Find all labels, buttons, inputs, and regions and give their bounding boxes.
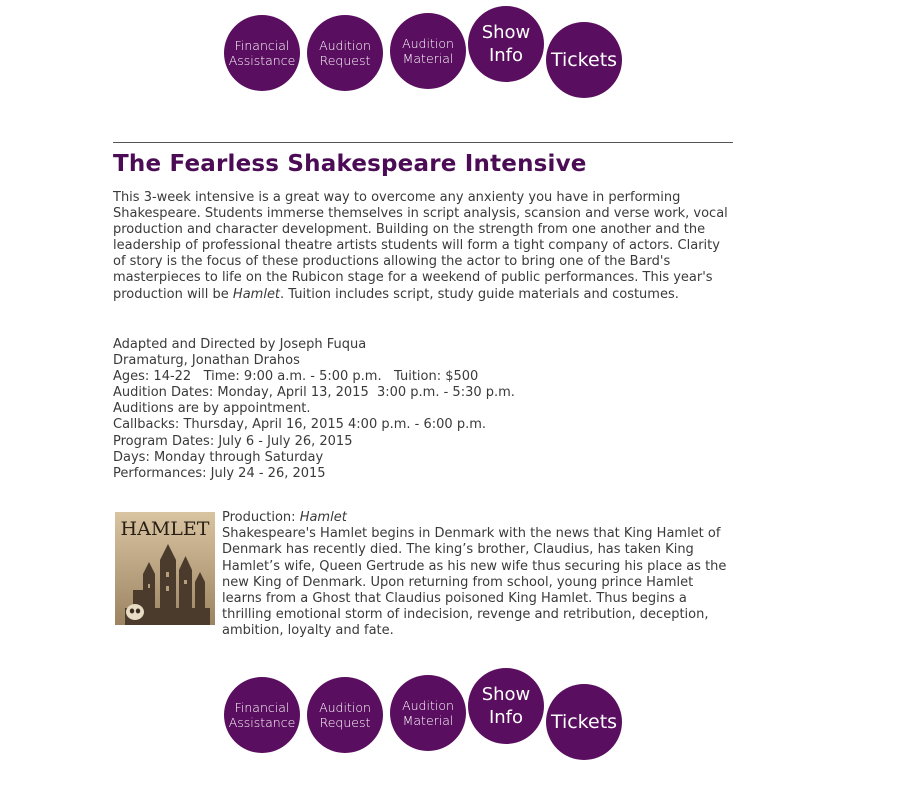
audition-material-button[interactable] <box>390 13 466 89</box>
detail-dramaturg: Dramaturg, Jonathan Drahos <box>113 353 300 369</box>
financial-label-line2: Assistance <box>228 53 296 68</box>
intro-text: This 3-week intensive is a great way to overcome any anxienty you have in performing Shakespeare. Students immerse themselves in script analysis, scansion and verse work, vocal production and character development. Building on the strength from one another and the leadership of professional theatre artists students will form a tight company of actors. Clarity of story is the focus of these productions allowing the actor to bring one of the Bard's masterpieces to life on the Rubicon stage for a weekend of public performances. This year's production will be <box>113 190 728 302</box>
audition-material-button-bottom[interactable] <box>390 675 466 751</box>
show-info-label-line1: Show <box>481 684 531 705</box>
financial-label-line2: Assistance <box>228 715 296 730</box>
show-info-label-line2: Info <box>488 45 524 66</box>
show-info-button[interactable] <box>468 6 544 82</box>
financial-assistance-button-bottom[interactable] <box>224 677 300 753</box>
hamlet-poster <box>115 512 215 625</box>
program-details <box>113 337 733 482</box>
detail-performances: Performances: July 24 - 26, 2015 <box>113 465 326 481</box>
production-play-title: Hamlet <box>299 510 347 525</box>
audition-request-label-line2: Request <box>319 715 371 730</box>
detail-program-dates: Program Dates: July 6 - July 26, 2015 <box>113 433 353 449</box>
audition-request-label-line1: Audition <box>319 38 371 53</box>
detail-ages-time-tuition: Ages: 14-22 Time: 9:00 a.m. - 5:00 p.m. Tuition: $500 <box>113 369 479 385</box>
tickets-button-bottom[interactable] <box>546 684 622 760</box>
intro-play-title: Hamlet <box>232 286 281 302</box>
production-description <box>222 510 732 640</box>
show-info-button-bottom[interactable] <box>468 668 544 744</box>
audition-request-button-bottom[interactable] <box>307 677 383 753</box>
tickets-label: Tickets <box>550 710 618 733</box>
production-heading <box>222 510 732 526</box>
financial-label-line1: Financial <box>234 700 290 715</box>
intro-paragraph <box>113 190 733 303</box>
bottom-nav <box>0 667 900 762</box>
divider <box>113 142 733 143</box>
detail-callbacks: Callbacks: Thursday, April 16, 2015 4:00 p.m. - 6:00 p.m. <box>113 417 486 433</box>
page-title: The Fearless Shakespeare Intensive <box>113 151 587 177</box>
audition-request-label-line1: Audition <box>319 700 371 715</box>
detail-days: Days: Monday through Saturday <box>113 449 324 465</box>
audition-material-label-line1: Audition <box>402 36 454 51</box>
audition-material-label-line1: Audition <box>402 698 454 713</box>
show-info-label-line2: Info <box>488 707 524 728</box>
poster-title: HAMLET <box>120 518 210 540</box>
audition-request-button[interactable] <box>307 15 383 91</box>
audition-material-label-line2: Material <box>402 713 454 728</box>
audition-request-label-line2: Request <box>319 53 371 68</box>
tickets-button[interactable] <box>546 22 622 98</box>
top-nav <box>0 5 900 100</box>
audition-material-label-line2: Material <box>402 51 454 66</box>
detail-audition-dates: Audition Dates: Monday, April 13, 2015 3:00 p.m. - 5:30 p.m. <box>113 385 515 401</box>
financial-label-line1: Financial <box>234 38 290 53</box>
financial-assistance-button[interactable] <box>224 15 300 91</box>
show-info-label-line1: Show <box>481 22 531 43</box>
production-label: Production: <box>222 510 300 525</box>
intro-text-end: . Tuition includes script, study guide materials and costumes. <box>280 286 679 302</box>
detail-director: Adapted and Directed by Joseph Fuqua <box>113 337 367 352</box>
detail-auditions-note: Auditions are by appointment. <box>113 401 311 417</box>
production-synopsis: Shakespeare's Hamlet begins in Denmark with the news that King Hamlet of Denmark has recently died. The king’s brother, Claudius, has taken King Hamlet’s wife, Queen Gertrude as his new wife thus securing his place as the new King of Denmark. Upon returning from school, young prince Hamlet learns from a Ghost that Claudius poisoned King Hamlet. Thus begins a thrilling emotional storm of indecision, revenge and retribution, deception, ambition, loyalty and fate. <box>222 526 727 639</box>
tickets-label: Tickets <box>550 48 618 71</box>
